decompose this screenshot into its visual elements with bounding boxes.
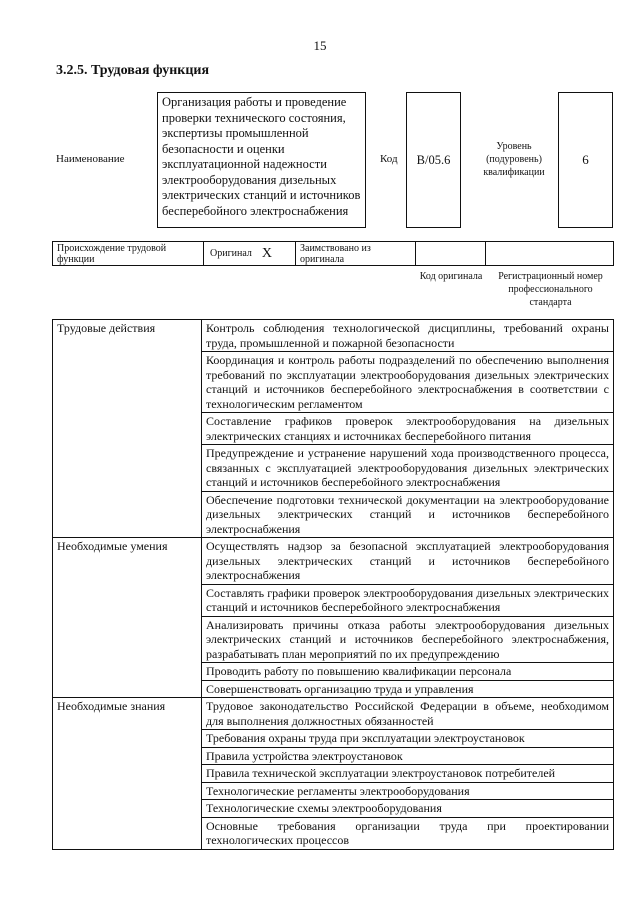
item-cell: Составление графиков проверок электрооборудования на дизельных электрических станциях и источниках бесперебойного питания [202,413,614,445]
function-name-box: Организация работы и проведение проверки технического состояния, экспертизы промышленной безопасности и оценки эксплуатационной надежности электрооборудования дизельных электрических станций и источников бесперебойного электроснабжения [157,92,366,228]
table-row [53,538,614,585]
section-title: 3.2.5. Трудовая функция [56,63,210,78]
item-cell: Требования охраны труда при эксплуатации электроустановок [202,730,614,748]
origin-label: Происхождение трудовой функции [53,242,204,265]
code-original-label: Код оригинала [419,271,483,282]
item-cell: Обеспечение подготовки технической документации на электрооборудование дизельных электрических станций и источников бесперебойного электроснабжения [202,491,614,538]
borrowed-label: Заимствовано из оригинала [296,242,416,265]
item-cell: Анализировать причины отказа работы электрооборудования дизельных электрических станций и источников бесперебойного электроснабжения, разрабатывать план мероприятий по их предупреждению [202,616,614,663]
original-label: Оригинал [210,248,252,259]
item-cell: Составлять графики проверок электрооборудования дизельных электрических станций и источников бесперебойного электроснабжения [202,584,614,616]
item-cell: Совершенствовать организацию труда и управления [202,680,614,698]
original-mark: X [261,245,273,261]
page-number: 15 [313,38,327,53]
code-box: В/05.6 [406,92,461,228]
item-cell: Трудовое законодательство Российской Федерации в объеме, необходимом для выполнения должностных обязанностей [202,698,614,730]
item-cell: Проводить работу по повышению квалификации персонала [202,663,614,681]
item-cell: Правила устройства электроустановок [202,747,614,765]
origin-row [52,241,614,266]
reg-number-label: Регистрационный номер профессионального стандарта [498,271,603,308]
item-cell: Технологические схемы электрооборудования [202,800,614,818]
function-details-table [52,319,614,850]
item-cell: Осуществлять надзор за безопасной эксплуатацией электрооборудования дизельных электрических станций и источников бесперебойного электроснабжения [202,538,614,585]
original-cell [204,242,296,265]
category-cell: Необходимые умения [53,538,202,698]
table-row [53,698,614,730]
level-box: 6 [558,92,613,228]
reg-number-cell [486,242,613,265]
code-original-cell [416,242,486,265]
item-cell: Контроль соблюдения технологической дисциплины, требований охраны труда, промышленной и пожарной безопасности [202,320,614,352]
name-label [56,153,125,165]
table-row [53,320,614,352]
item-cell: Правила технической эксплуатации электроустановок потребителей [202,765,614,783]
item-cell: Координация и контроль работы подразделений по обеспечению выполнения требований по эксплуатации электрооборудования дизельных электрических станций и источников бесперебойного электроснабжения в соответствии с технологическим регламентом [202,352,614,413]
category-cell: Трудовые действия [53,320,202,538]
name-label-text: Наименование [56,153,125,165]
item-cell: Основные требования организации труда при проектировании технологических процессов [202,817,614,849]
item-cell: Предупреждение и устранение нарушений хода производственного процесса, связанных с эксплуатацией электрооборудования дизельных электрических станций и источников бесперебойного электроснабжения [202,445,614,492]
level-label: Уровень (подуровень) квалификации [483,141,545,178]
code-label: Код [380,153,398,165]
item-cell: Технологические регламенты электрооборудования [202,782,614,800]
category-cell: Необходимые знания [53,698,202,850]
